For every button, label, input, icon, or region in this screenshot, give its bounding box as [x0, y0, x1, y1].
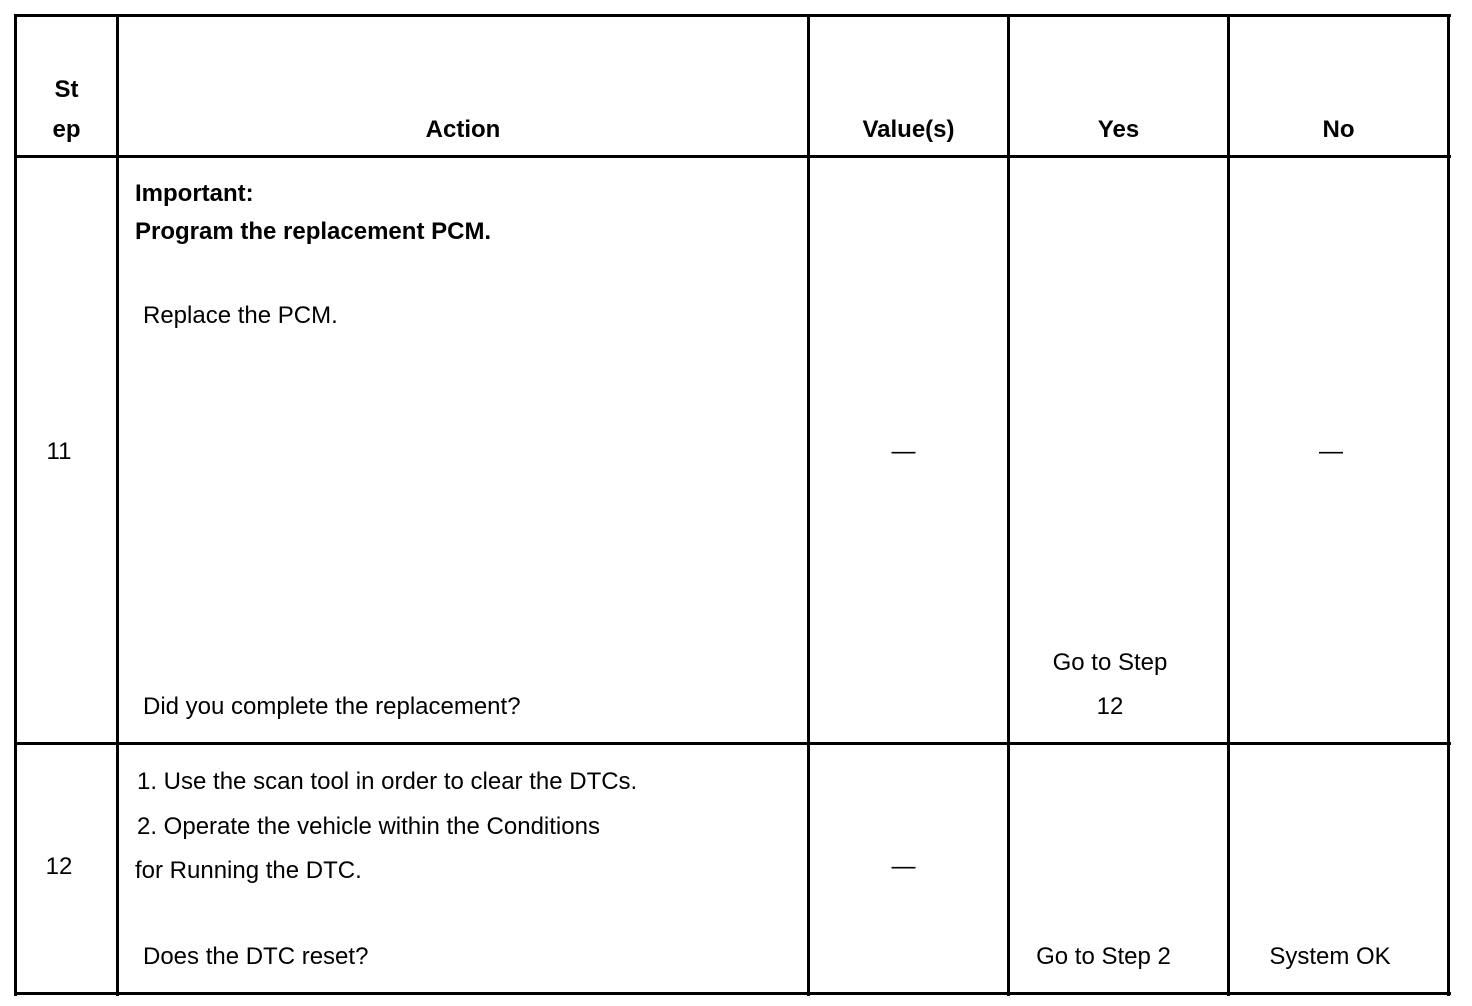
important-text: Program the replacement PCM. [135, 218, 492, 245]
column-divider-yes [1227, 14, 1230, 996]
action-instruction: Replace the PCM. [143, 302, 338, 329]
table-border-right [1447, 14, 1450, 996]
header-action: Action [425, 116, 501, 143]
action-list-item-continued: for Running the DTC. [135, 857, 362, 884]
important-label: Important: [135, 180, 254, 207]
action-question: Did you complete the replacement? [143, 693, 521, 720]
header-divider [14, 155, 1451, 158]
no-cell: — [1319, 438, 1343, 465]
column-divider-action [807, 14, 810, 996]
header-values: Value(s) [862, 116, 955, 143]
row-divider [14, 742, 1451, 745]
yes-cell-line1: Go to Step [1052, 649, 1168, 676]
action-list-item: 1. Use the scan tool in order to clear the DTCs. [137, 768, 638, 795]
table-border-top [14, 14, 1451, 17]
action-question: Does the DTC reset? [143, 943, 369, 970]
yes-cell: Go to Step 2 [1036, 943, 1171, 970]
action-list-item: 2. Operate the vehicle within the Conditions [137, 813, 600, 840]
yes-cell-line2: 12 [1096, 693, 1124, 720]
step-number: 12 [45, 853, 73, 880]
no-cell: System OK [1269, 943, 1391, 970]
header-step-line2: ep [52, 116, 81, 143]
header-yes: Yes [1097, 116, 1140, 143]
step-number: 11 [46, 438, 72, 465]
column-divider-step [116, 14, 119, 996]
value-cell: — [891, 438, 916, 465]
table-border-left [14, 14, 17, 996]
column-divider-values [1007, 14, 1010, 996]
value-cell: — [891, 853, 916, 880]
header-step-line1: St [54, 76, 79, 103]
header-no: No [1322, 116, 1355, 143]
table-border-bottom [14, 992, 1451, 995]
